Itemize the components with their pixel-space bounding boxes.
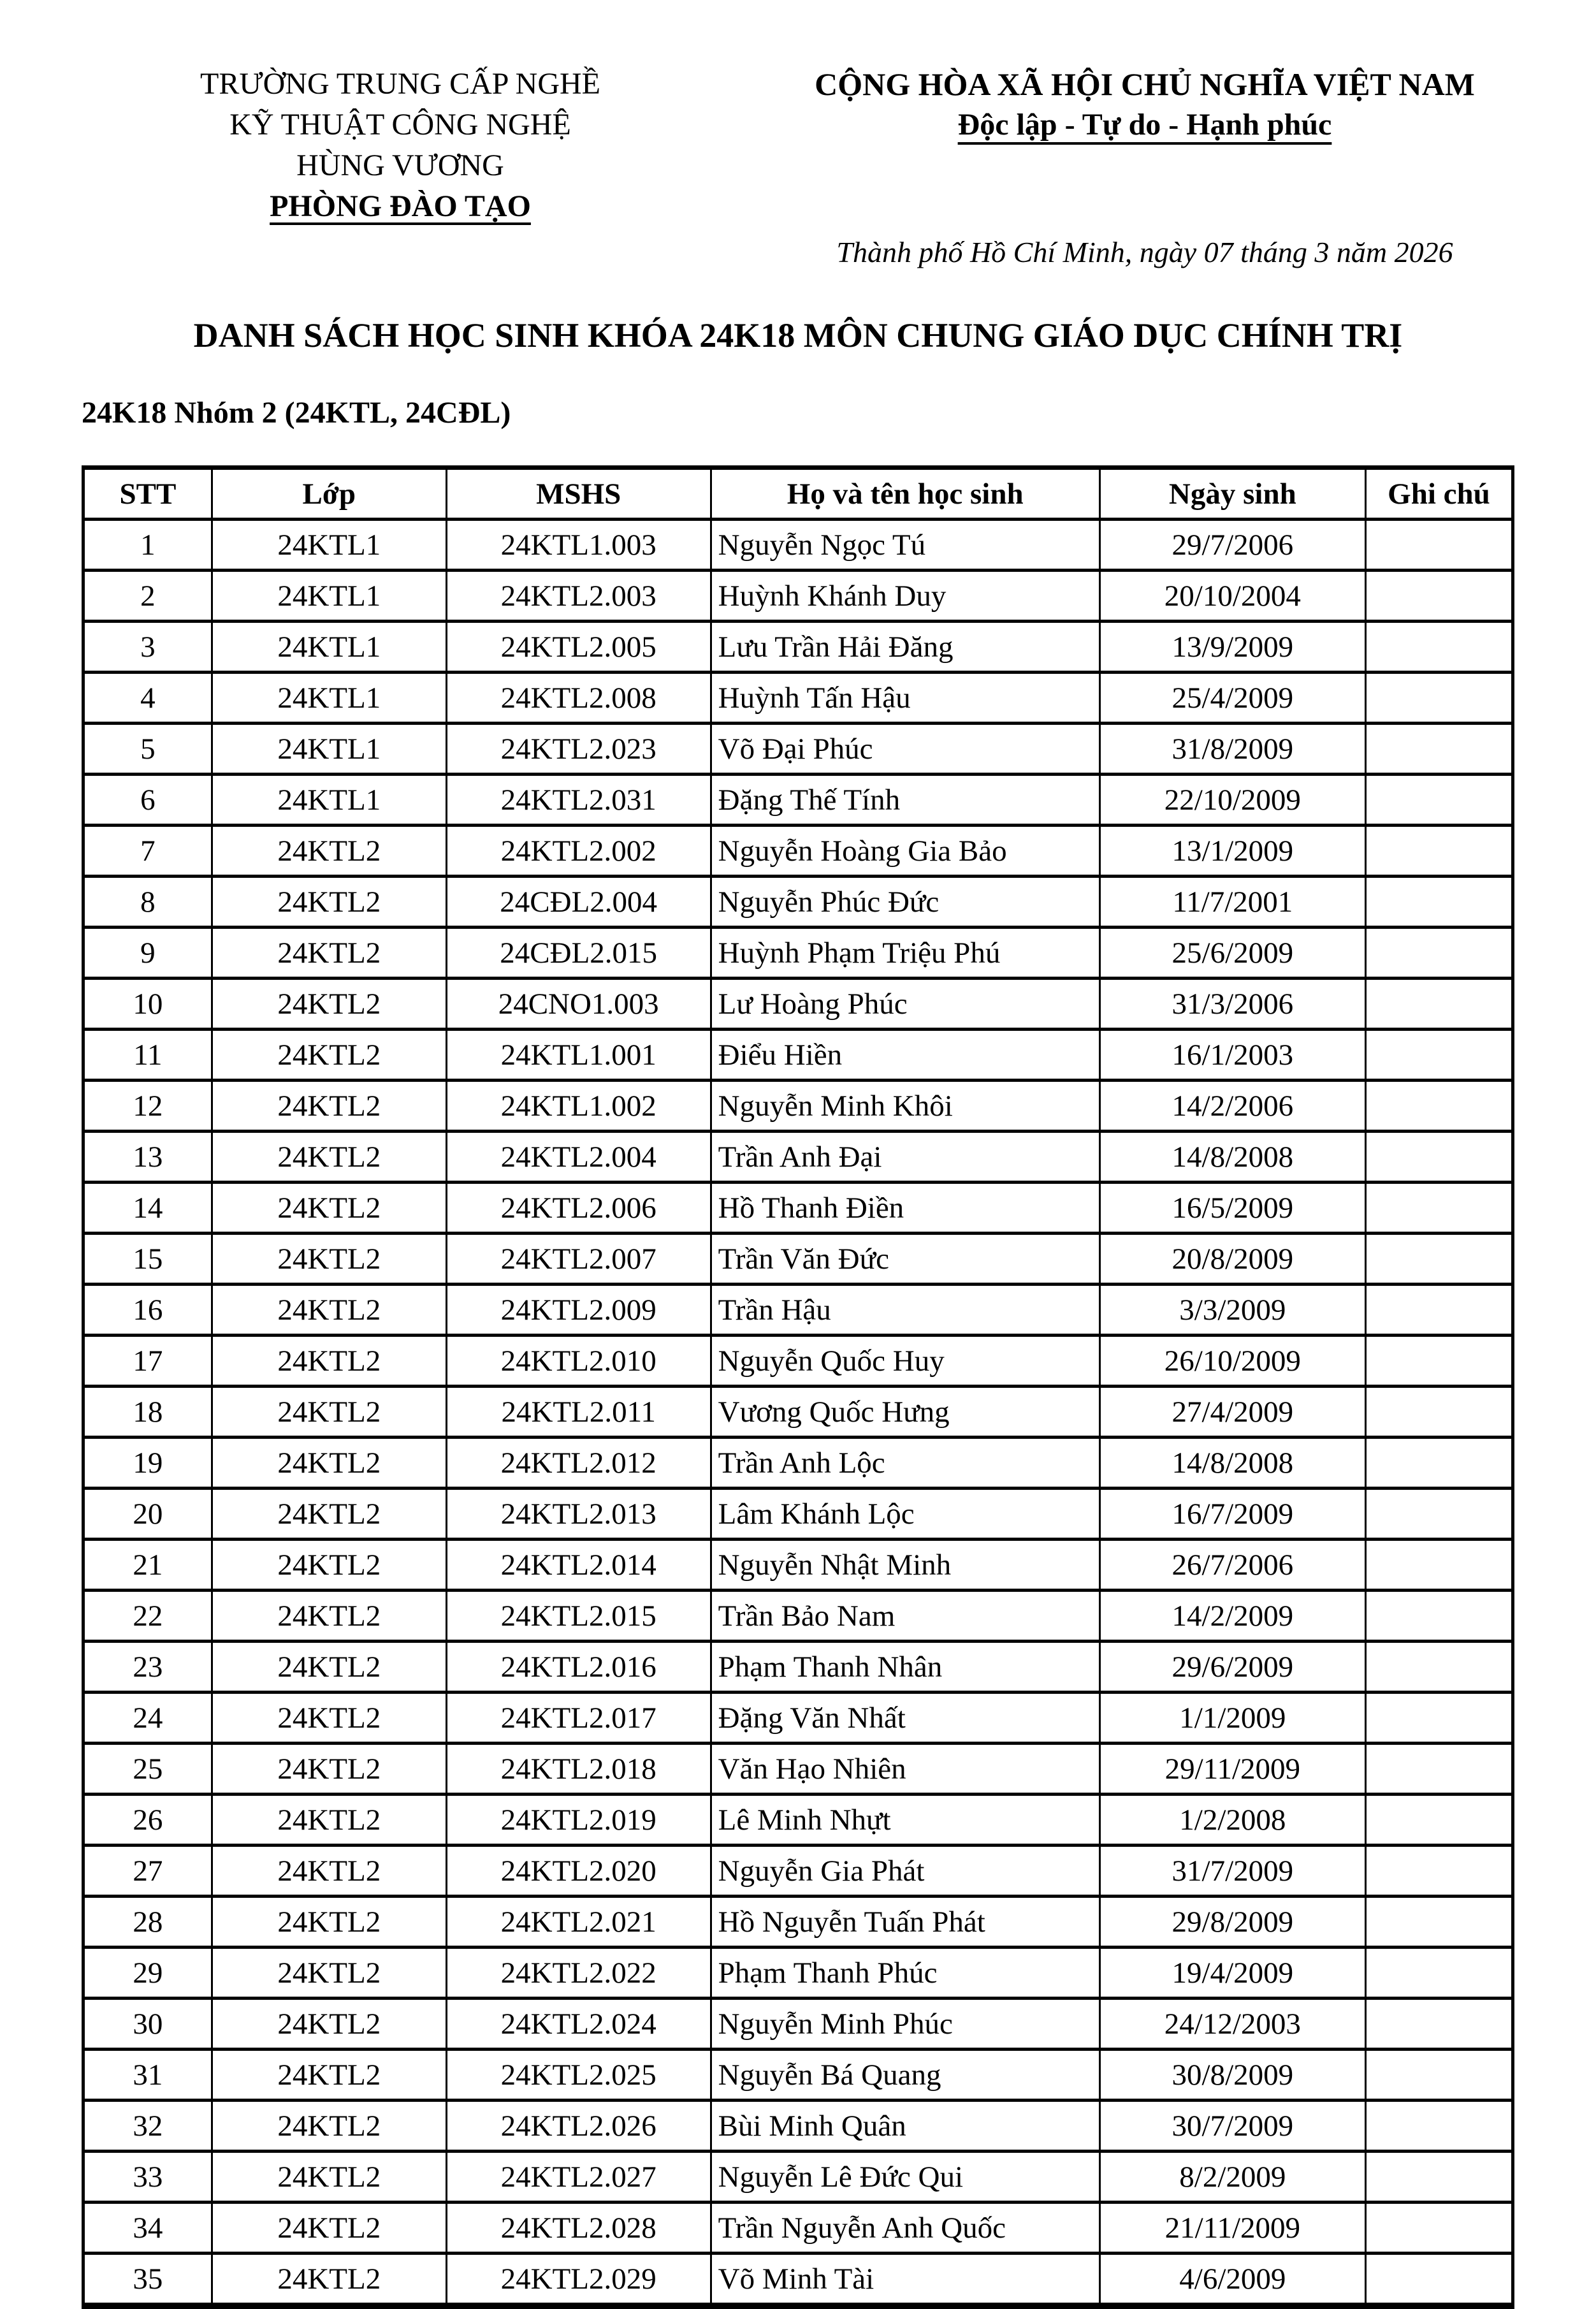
cell-dob: 29/7/2006 <box>1099 520 1365 571</box>
cell-lop: 24KTL1 <box>212 775 446 826</box>
cell-lop: 24KTL1 <box>212 571 446 622</box>
table-row <box>83 2254 1513 2306</box>
cell-mshs: 24KTL2.009 <box>446 1285 711 1336</box>
cell-name: Phạm Thanh Phúc <box>711 1948 1099 1999</box>
cell-stt: 19 <box>83 1438 212 1489</box>
cell-dob: 30/8/2009 <box>1099 2050 1365 2101</box>
table-row <box>83 1693 1513 1744</box>
cell-name: Đặng Thế Tính <box>711 775 1099 826</box>
cell-dob: 29/11/2009 <box>1099 1744 1365 1795</box>
cell-dob: 20/10/2004 <box>1099 571 1365 622</box>
cell-stt: 23 <box>83 1642 212 1693</box>
cell-lop: 24KTL2 <box>212 826 446 877</box>
cell-note <box>1365 1591 1513 1642</box>
cell-mshs: 24KTL2.002 <box>446 826 711 877</box>
cell-name: Nguyễn Minh Khôi <box>711 1081 1099 1132</box>
cell-stt: 9 <box>83 928 212 979</box>
cell-note <box>1365 775 1513 826</box>
cell-mshs: 24KTL2.011 <box>446 1387 711 1438</box>
cell-stt: 27 <box>83 1846 212 1897</box>
cell-stt: 8 <box>83 877 212 928</box>
cell-dob: 14/2/2009 <box>1099 1591 1365 1642</box>
cell-lop: 24KTL2 <box>212 1183 446 1234</box>
cell-dob: 11/7/2001 <box>1099 877 1365 928</box>
table-row <box>83 2203 1513 2254</box>
cell-lop: 24KTL2 <box>212 1897 446 1948</box>
table-row <box>83 1897 1513 1948</box>
cell-dob: 8/2/2009 <box>1099 2152 1365 2203</box>
cell-stt: 18 <box>83 1387 212 1438</box>
cell-note <box>1365 1285 1513 1336</box>
cell-stt: 4 <box>83 673 212 724</box>
column-header-mshs: MSHS <box>446 468 711 520</box>
cell-dob: 26/7/2006 <box>1099 1540 1365 1591</box>
cell-dob: 13/9/2009 <box>1099 622 1365 673</box>
cell-note <box>1365 1387 1513 1438</box>
table-row <box>83 1234 1513 1285</box>
cell-stt: 15 <box>83 1234 212 1285</box>
cell-name: Trần Văn Đức <box>711 1234 1099 1285</box>
cell-dob: 24/12/2003 <box>1099 1999 1365 2050</box>
cell-stt: 2 <box>83 571 212 622</box>
org-name-line-3: HÙNG VƯƠNG <box>296 149 504 182</box>
cell-note <box>1365 520 1513 571</box>
cell-lop: 24KTL2 <box>212 1234 446 1285</box>
cell-lop: 24KTL1 <box>212 622 446 673</box>
cell-lop: 24KTL2 <box>212 2203 446 2254</box>
cell-name: Huỳnh Tấn Hậu <box>711 673 1099 724</box>
cell-name: Nguyễn Minh Phúc <box>711 1999 1099 2050</box>
cell-note <box>1365 1948 1513 1999</box>
cell-stt: 31 <box>83 2050 212 2101</box>
table-row <box>83 1744 1513 1795</box>
cell-lop: 24KTL2 <box>212 1285 446 1336</box>
cell-name: Trần Nguyễn Anh Quốc <box>711 2203 1099 2254</box>
cell-note <box>1365 2152 1513 2203</box>
column-header-stt: STT <box>83 468 212 520</box>
cell-dob: 1/1/2009 <box>1099 1693 1365 1744</box>
cell-lop: 24KTL2 <box>212 1693 446 1744</box>
cell-note <box>1365 928 1513 979</box>
cell-note <box>1365 1540 1513 1591</box>
cell-lop: 24KTL2 <box>212 928 446 979</box>
table-row <box>83 1183 1513 1234</box>
table-row <box>83 1540 1513 1591</box>
cell-dob: 25/6/2009 <box>1099 928 1365 979</box>
cell-dob: 20/8/2009 <box>1099 1234 1365 1285</box>
cell-lop: 24KTL2 <box>212 979 446 1030</box>
cell-dob: 14/2/2006 <box>1099 1081 1365 1132</box>
cell-mshs: 24KTL1.003 <box>446 520 711 571</box>
cell-stt: 3 <box>83 622 212 673</box>
cell-lop: 24KTL2 <box>212 2050 446 2101</box>
column-header-name: Họ và tên học sinh <box>711 468 1099 520</box>
cell-stt: 20 <box>83 1489 212 1540</box>
cell-name: Huỳnh Khánh Duy <box>711 571 1099 622</box>
national-motto: Độc lập - Tự do - Hạnh phúc <box>957 108 1332 142</box>
cell-dob: 1/2/2008 <box>1099 1795 1365 1846</box>
cell-dob: 14/8/2008 <box>1099 1438 1365 1489</box>
cell-name: Võ Đại Phúc <box>711 724 1099 775</box>
cell-lop: 24KTL2 <box>212 1744 446 1795</box>
cell-name: Trần Anh Đại <box>711 1132 1099 1183</box>
cell-mshs: 24KTL2.003 <box>446 571 711 622</box>
cell-dob: 22/10/2009 <box>1099 775 1365 826</box>
cell-mshs: 24KTL2.010 <box>446 1336 711 1387</box>
cell-stt: 17 <box>83 1336 212 1387</box>
cell-lop: 24KTL2 <box>212 1336 446 1387</box>
student-table <box>82 465 1514 2309</box>
cell-mshs: 24KTL2.016 <box>446 1642 711 1693</box>
department-name: PHÒNG ĐÀO TẠO <box>270 189 531 223</box>
cell-note <box>1365 1999 1513 2050</box>
cell-lop: 24KTL2 <box>212 1642 446 1693</box>
table-row <box>83 724 1513 775</box>
table-row <box>83 1795 1513 1846</box>
cell-lop: 24KTL2 <box>212 1489 446 1540</box>
table-row <box>83 2152 1513 2203</box>
cell-note <box>1365 1795 1513 1846</box>
cell-lop: 24KTL2 <box>212 1132 446 1183</box>
cell-stt: 7 <box>83 826 212 877</box>
cell-note <box>1365 1132 1513 1183</box>
cell-name: Trần Hậu <box>711 1285 1099 1336</box>
cell-mshs: 24KTL2.012 <box>446 1438 711 1489</box>
table-row <box>83 1285 1513 1336</box>
cell-lop: 24KTL2 <box>212 1795 446 1846</box>
cell-stt: 29 <box>83 1948 212 1999</box>
column-header-note: Ghi chú <box>1365 468 1513 520</box>
cell-name: Huỳnh Phạm Triệu Phú <box>711 928 1099 979</box>
cell-name: Võ Minh Tài <box>711 2254 1099 2306</box>
cell-stt: 25 <box>83 1744 212 1795</box>
cell-note <box>1365 622 1513 673</box>
cell-mshs: 24KTL2.031 <box>446 775 711 826</box>
country-title: CỘNG HÒA XÃ HỘI CHỦ NGHĨA VIỆT NAM <box>815 66 1475 102</box>
cell-dob: 16/1/2003 <box>1099 1030 1365 1081</box>
org-name-line-2: KỸ THUẬT CÔNG NGHỆ <box>229 108 571 142</box>
cell-mshs: 24KTL2.004 <box>446 1132 711 1183</box>
cell-stt: 10 <box>83 979 212 1030</box>
cell-name: Đặng Văn Nhất <box>711 1693 1099 1744</box>
cell-note <box>1365 1897 1513 1948</box>
cell-mshs: 24KTL2.022 <box>446 1948 711 1999</box>
cell-name: Văn Hạo Nhiên <box>711 1744 1099 1795</box>
cell-dob: 4/6/2009 <box>1099 2254 1365 2306</box>
table-row <box>83 520 1513 571</box>
cell-lop: 24KTL2 <box>212 1591 446 1642</box>
table-row <box>83 622 1513 673</box>
cell-mshs: 24KTL2.029 <box>446 2254 711 2306</box>
cell-lop: 24KTL2 <box>212 877 446 928</box>
cell-stt: 22 <box>83 1591 212 1642</box>
cell-mshs: 24KTL2.024 <box>446 1999 711 2050</box>
cell-lop: 24KTL2 <box>212 1540 446 1591</box>
cell-note <box>1365 826 1513 877</box>
cell-dob: 26/10/2009 <box>1099 1336 1365 1387</box>
cell-dob: 16/7/2009 <box>1099 1489 1365 1540</box>
page-title: DANH SÁCH HỌC SINH KHÓA 24K18 MÔN CHUNG GIÁO DỤC CHÍNH TRỊ <box>193 316 1403 354</box>
cell-mshs: 24KTL2.018 <box>446 1744 711 1795</box>
cell-mshs: 24KTL2.025 <box>446 2050 711 2101</box>
cell-note <box>1365 2203 1513 2254</box>
cell-dob: 16/5/2009 <box>1099 1183 1365 1234</box>
cell-name: Bùi Minh Quân <box>711 2101 1099 2152</box>
cell-lop: 24KTL2 <box>212 1030 446 1081</box>
cell-stt: 13 <box>83 1132 212 1183</box>
table-row <box>83 1081 1513 1132</box>
cell-dob: 31/7/2009 <box>1099 1846 1365 1897</box>
table-row <box>83 571 1513 622</box>
cell-note <box>1365 2050 1513 2101</box>
group-subtitle: 24K18 Nhóm 2 (24KTL, 24CĐL) <box>82 396 511 430</box>
cell-name: Nguyễn Quốc Huy <box>711 1336 1099 1387</box>
cell-lop: 24KTL2 <box>212 1438 446 1489</box>
cell-note <box>1365 2254 1513 2306</box>
cell-mshs: 24KTL2.014 <box>446 1540 711 1591</box>
table-row <box>83 775 1513 826</box>
cell-stt: 1 <box>83 520 212 571</box>
table-row <box>83 1999 1513 2050</box>
table-row <box>83 1438 1513 1489</box>
cell-name: Hồ Nguyễn Tuấn Phát <box>711 1897 1099 1948</box>
table-row <box>83 1948 1513 1999</box>
table-row <box>83 1489 1513 1540</box>
cell-mshs: 24KTL2.013 <box>446 1489 711 1540</box>
cell-stt: 30 <box>83 1999 212 2050</box>
table-row <box>83 1387 1513 1438</box>
cell-name: Lư Hoàng Phúc <box>711 979 1099 1030</box>
cell-lop: 24KTL2 <box>212 2152 446 2203</box>
cell-name: Lâm Khánh Lộc <box>711 1489 1099 1540</box>
cell-name: Nguyễn Nhật Minh <box>711 1540 1099 1591</box>
cell-name: Vương Quốc Hưng <box>711 1387 1099 1438</box>
cell-name: Nguyễn Bá Quang <box>711 2050 1099 2101</box>
cell-dob: 31/3/2006 <box>1099 979 1365 1030</box>
cell-name: Nguyễn Gia Phát <box>711 1846 1099 1897</box>
cell-lop: 24KTL1 <box>212 520 446 571</box>
table-row <box>83 877 1513 928</box>
table-row <box>83 1642 1513 1693</box>
table-row <box>83 826 1513 877</box>
cell-name: Nguyễn Phúc Đức <box>711 877 1099 928</box>
cell-dob: 14/8/2008 <box>1099 1132 1365 1183</box>
table-row <box>83 673 1513 724</box>
cell-note <box>1365 1489 1513 1540</box>
cell-stt: 14 <box>83 1183 212 1234</box>
cell-note <box>1365 1438 1513 1489</box>
cell-note <box>1365 1030 1513 1081</box>
cell-name: Nguyễn Lê Đức Qui <box>711 2152 1099 2203</box>
cell-note <box>1365 1336 1513 1387</box>
cell-lop: 24KTL2 <box>212 2254 446 2306</box>
cell-mshs: 24KTL2.023 <box>446 724 711 775</box>
cell-mshs: 24KTL2.020 <box>446 1846 711 1897</box>
cell-note <box>1365 877 1513 928</box>
table-row <box>83 2101 1513 2152</box>
cell-name: Nguyễn Hoàng Gia Bảo <box>711 826 1099 877</box>
cell-dob: 13/1/2009 <box>1099 826 1365 877</box>
cell-name: Phạm Thanh Nhân <box>711 1642 1099 1693</box>
table-row <box>83 1846 1513 1897</box>
cell-mshs: 24KTL2.017 <box>446 1693 711 1744</box>
cell-name: Hồ Thanh Điền <box>711 1183 1099 1234</box>
cell-stt: 16 <box>83 1285 212 1336</box>
cell-stt: 28 <box>83 1897 212 1948</box>
cell-dob: 29/6/2009 <box>1099 1642 1365 1693</box>
cell-name: Trần Anh Lộc <box>711 1438 1099 1489</box>
cell-mshs: 24KTL2.027 <box>446 2152 711 2203</box>
table-row <box>83 928 1513 979</box>
cell-dob: 19/4/2009 <box>1099 1948 1365 1999</box>
cell-dob: 30/7/2009 <box>1099 2101 1365 2152</box>
column-header-lop: Lớp <box>212 468 446 520</box>
cell-mshs: 24KTL2.015 <box>446 1591 711 1642</box>
cell-mshs: 24KTL2.008 <box>446 673 711 724</box>
cell-name: Lưu Trần Hải Đăng <box>711 622 1099 673</box>
cell-mshs: 24KTL2.005 <box>446 622 711 673</box>
cell-lop: 24KTL1 <box>212 673 446 724</box>
cell-lop: 24KTL2 <box>212 1387 446 1438</box>
cell-dob: 25/4/2009 <box>1099 673 1365 724</box>
cell-dob: 3/3/2009 <box>1099 1285 1365 1336</box>
table-row <box>83 979 1513 1030</box>
cell-mshs: 24KTL2.007 <box>446 1234 711 1285</box>
table-row <box>83 1030 1513 1081</box>
cell-note <box>1365 1693 1513 1744</box>
cell-mshs: 24KTL2.006 <box>446 1183 711 1234</box>
cell-note <box>1365 1183 1513 1234</box>
table-header-row <box>83 468 1513 520</box>
cell-mshs: 24KTL2.019 <box>446 1795 711 1846</box>
cell-note <box>1365 979 1513 1030</box>
cell-stt: 24 <box>83 1693 212 1744</box>
cell-lop: 24KTL2 <box>212 1948 446 1999</box>
cell-lop: 24KTL1 <box>212 724 446 775</box>
cell-mshs: 24KTL1.001 <box>446 1030 711 1081</box>
cell-mshs: 24KTL2.021 <box>446 1897 711 1948</box>
cell-mshs: 24KTL2.026 <box>446 2101 711 2152</box>
cell-stt: 6 <box>83 775 212 826</box>
cell-note <box>1365 1846 1513 1897</box>
cell-name: Lê Minh Nhựt <box>711 1795 1099 1846</box>
document-header <box>82 64 1514 273</box>
column-header-dob: Ngày sinh <box>1099 468 1365 520</box>
cell-mshs: 24CNO1.003 <box>446 979 711 1030</box>
cell-lop: 24KTL2 <box>212 1846 446 1897</box>
cell-stt: 34 <box>83 2203 212 2254</box>
org-name-line-1: TRƯỜNG TRUNG CẤP NGHỀ <box>200 67 600 101</box>
cell-stt: 32 <box>83 2101 212 2152</box>
cell-mshs: 24CĐL2.015 <box>446 928 711 979</box>
cell-lop: 24KTL2 <box>212 1999 446 2050</box>
date-line: Thành phố Hồ Chí Minh, ngày 07 tháng 3 năm 2026 <box>836 236 1453 268</box>
cell-note <box>1365 673 1513 724</box>
table-row <box>83 1591 1513 1642</box>
issuing-org-block <box>82 64 719 227</box>
cell-dob: 27/4/2009 <box>1099 1387 1365 1438</box>
cell-mshs: 24KTL1.002 <box>446 1081 711 1132</box>
cell-note <box>1365 1234 1513 1285</box>
student-table-body <box>83 520 1513 2306</box>
cell-note <box>1365 571 1513 622</box>
cell-name: Nguyễn Ngọc Tú <box>711 520 1099 571</box>
cell-name: Trần Bảo Nam <box>711 1591 1099 1642</box>
cell-note <box>1365 1081 1513 1132</box>
cell-mshs: 24KTL2.028 <box>446 2203 711 2254</box>
cell-stt: 21 <box>83 1540 212 1591</box>
cell-name: Điểu Hiền <box>711 1030 1099 1081</box>
cell-stt: 5 <box>83 724 212 775</box>
cell-dob: 29/8/2009 <box>1099 1897 1365 1948</box>
cell-mshs: 24CĐL2.004 <box>446 877 711 928</box>
cell-note <box>1365 724 1513 775</box>
cell-stt: 12 <box>83 1081 212 1132</box>
cell-lop: 24KTL2 <box>212 2101 446 2152</box>
table-row <box>83 2050 1513 2101</box>
table-row <box>83 1336 1513 1387</box>
cell-note <box>1365 1744 1513 1795</box>
cell-note <box>1365 2101 1513 2152</box>
cell-dob: 21/11/2009 <box>1099 2203 1365 2254</box>
cell-note <box>1365 1642 1513 1693</box>
cell-dob: 31/8/2009 <box>1099 724 1365 775</box>
table-head <box>83 468 1513 520</box>
cell-stt: 33 <box>83 2152 212 2203</box>
table-row <box>83 1132 1513 1183</box>
national-header-block <box>775 64 1514 273</box>
cell-stt: 11 <box>83 1030 212 1081</box>
cell-lop: 24KTL2 <box>212 1081 446 1132</box>
cell-stt: 35 <box>83 2254 212 2306</box>
cell-stt: 26 <box>83 1795 212 1846</box>
